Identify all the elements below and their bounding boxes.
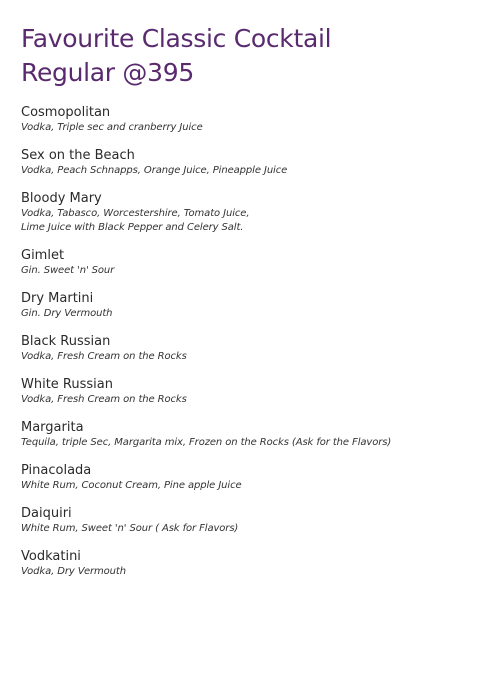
- ingredients-line: Lime Juice with Black Pepper and Celery Salt.: [21, 222, 244, 233]
- ingredients-line: White Rum, Coconut Cream, Pine apple Juice: [21, 480, 242, 491]
- ingredients-line: Vodka, Dry Vermouth: [21, 566, 126, 577]
- title-line-2-price: Regular @395: [21, 58, 194, 87]
- cocktail-name: Margarita: [21, 420, 84, 435]
- list-item: [21, 377, 491, 407]
- ingredients-line: Vodka, Fresh Cream on the Rocks: [21, 394, 187, 405]
- cocktail-name: Gimlet: [21, 248, 65, 263]
- page-title: [21, 22, 331, 90]
- cocktail-name: Bloody Mary: [21, 191, 102, 206]
- cocktail-list: [21, 105, 491, 592]
- list-item: [21, 420, 491, 450]
- ingredients-line: White Rum, Sweet 'n' Sour ( Ask for Flavors): [21, 523, 239, 534]
- list-item: [21, 105, 491, 135]
- ingredients-line: Vodka, Tabasco, Worcestershire, Tomato Juice,: [21, 208, 250, 219]
- ingredients-line: Vodka, Fresh Cream on the Rocks: [21, 351, 187, 362]
- list-item: [21, 506, 491, 536]
- cocktail-ingredients: [21, 207, 491, 235]
- cocktail-name: Dry Martini: [21, 291, 94, 306]
- list-item: [21, 463, 491, 493]
- cocktail-ingredients: [21, 350, 491, 364]
- cocktail-ingredients: [21, 436, 491, 450]
- cocktail-ingredients: [21, 164, 491, 178]
- list-item: [21, 248, 491, 278]
- cocktail-name: Vodkatini: [21, 549, 81, 564]
- cocktail-name: Pinacolada: [21, 463, 92, 478]
- cocktail-ingredients: [21, 121, 491, 135]
- cocktail-ingredients: [21, 479, 491, 493]
- cocktail-name: Cosmopolitan: [21, 105, 111, 120]
- title-line-1: Favourite Classic Cocktail: [21, 24, 332, 53]
- ingredients-line: Gin. Dry Vermouth: [21, 308, 113, 319]
- cocktail-ingredients: [21, 307, 491, 321]
- list-item: [21, 549, 491, 579]
- ingredients-line: Vodka, Peach Schnapps, Orange Juice, Pineapple Juice: [21, 165, 288, 176]
- cocktail-name: Sex on the Beach: [21, 148, 135, 163]
- cocktail-ingredients: [21, 565, 491, 579]
- ingredients-line: Tequila, triple Sec, Margarita mix, Frozen on the Rocks (Ask for the Flavors): [21, 437, 392, 448]
- list-item: [21, 334, 491, 364]
- cocktail-ingredients: [21, 393, 491, 407]
- list-item: [21, 191, 491, 235]
- cocktail-ingredients: [21, 264, 491, 278]
- cocktail-ingredients: [21, 522, 491, 536]
- ingredients-line: Gin. Sweet 'n' Sour: [21, 265, 115, 276]
- cocktail-name: Black Russian: [21, 334, 111, 349]
- list-item: [21, 148, 491, 178]
- cocktail-name: Daiquiri: [21, 506, 72, 521]
- list-item: [21, 291, 491, 321]
- ingredients-line: Vodka, Triple sec and cranberry Juice: [21, 122, 203, 133]
- cocktail-name: White Russian: [21, 377, 113, 392]
